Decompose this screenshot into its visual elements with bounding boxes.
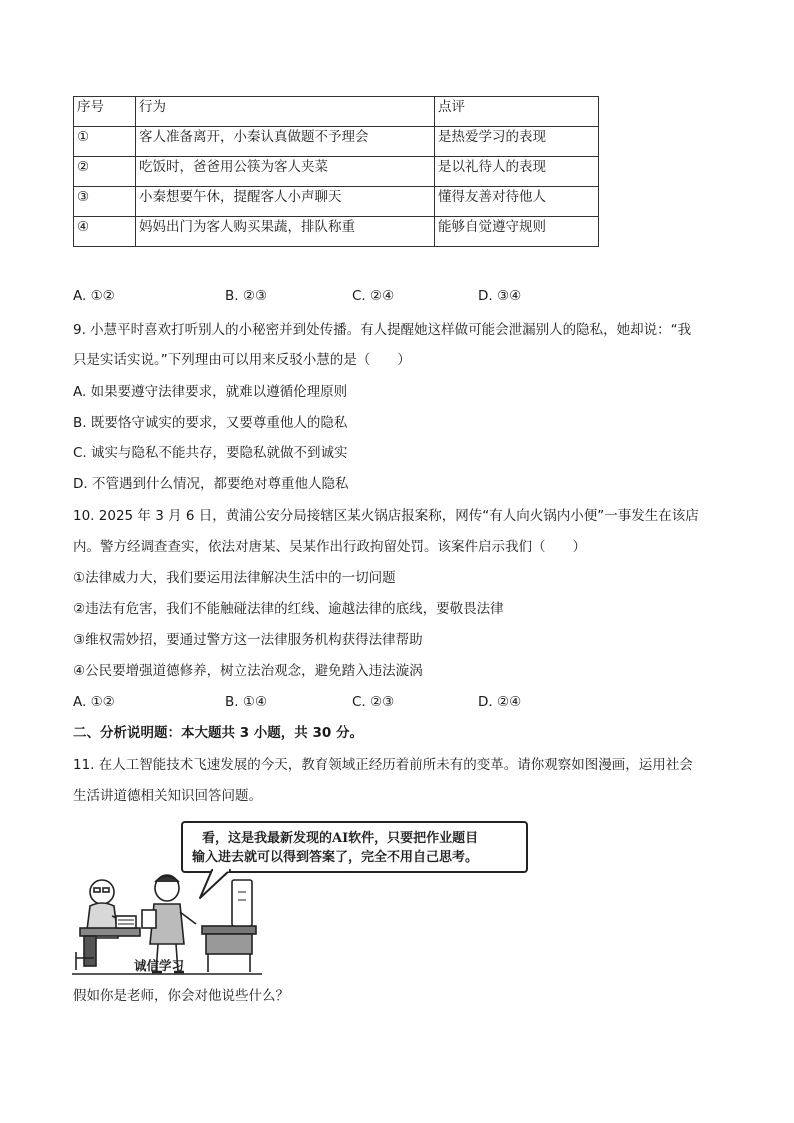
table-cell: 客人准备离开，小秦认真做题不予理会 <box>136 127 435 157</box>
q9-stem-line2: 只是实话实说。”下列理由可以用来反驳小慧的是（ ） <box>73 352 411 368</box>
cartoon-caption: 诚信学习 <box>134 958 185 973</box>
cartoon-illustration <box>72 820 532 980</box>
behavior-evaluation-table <box>73 96 599 247</box>
q10-option-c: C. ②③ <box>352 694 395 710</box>
table-header-cell: 行为 <box>136 97 435 127</box>
table-cell: 是以礼待人的表现 <box>435 157 599 187</box>
q8-option-d: D. ③④ <box>478 288 522 304</box>
table-cell: ③ <box>74 187 136 217</box>
q11-question: 假如你是老师，你会对他说些什么？ <box>73 988 289 1004</box>
q11-stem-line2: 生活讲道德相关知识回答问题。 <box>73 788 262 804</box>
q9-option-a: A. 如果要遵守法律要求，就难以遵循伦理原则 <box>73 384 348 400</box>
q9-option-b: B. 既要恪守诚实的要求，又要尊重他人的隐私 <box>73 415 348 431</box>
q11-stem-line1: 11. 在人工智能技术飞速发展的今天，教育领域正经历着前所未有的变革。请你观察如图漫画，运用社会 <box>73 757 693 773</box>
table-row <box>74 217 599 247</box>
table-row <box>74 127 599 157</box>
table-cell: 妈妈出门为客人购买果蔬，排队称重 <box>136 217 435 247</box>
q8-option-c: C. ②④ <box>352 288 395 304</box>
q10-stem-line2: 内。警方经调查查实，依法对唐某、吴某作出行政拘留处罚。该案件启示我们（ ） <box>73 539 586 555</box>
q10-item-3: ③维权需妙招，要通过警方这一法律服务机构获得法律帮助 <box>73 632 423 648</box>
q8-options <box>73 286 713 306</box>
q10-stem-line1: 10. 2025 年 3 月 6 日，黄浦公安分局接辖区某火锅店报案称，网传“有人向火锅内小便”一事发生在该店 <box>73 508 699 524</box>
q10-item-4: ④公民要增强道德修养，树立法治观念，避免踏入违法漩涡 <box>73 663 423 679</box>
table-cell: 能够自觉遵守规则 <box>435 217 599 247</box>
q10-item-2: ②违法有危害，我们不能触碰法律的红线、逾越法律的底线，要敬畏法律 <box>73 601 504 617</box>
q8-option-b: B. ②③ <box>225 288 268 304</box>
table-cell: ② <box>74 157 136 187</box>
q9-option-c: C. 诚实与隐私不能共存，要隐私就做不到诚实 <box>73 445 348 461</box>
section-2-heading: 二、分析说明题：本大题共 3 小题，共 30 分。 <box>73 725 363 741</box>
speech-line-2: 输入进去就可以得到答案了，完全不用自己思考。 <box>192 850 479 865</box>
table-cell: 吃饭时，爸爸用公筷为客人夹菜 <box>136 157 435 187</box>
q10-item-1: ①法律威力大，我们要运用法律解决生活中的一切问题 <box>73 570 396 586</box>
table-cell: 是热爱学习的表现 <box>435 127 599 157</box>
q10-option-a: A. ①② <box>73 694 115 710</box>
q10-options <box>73 692 713 712</box>
student-desk <box>202 880 256 972</box>
table-header-cell: 序号 <box>74 97 136 127</box>
table-cell: ① <box>74 127 136 157</box>
q9-stem-line1: 9. 小慧平时喜欢打听别人的小秘密并到处传播。有人提醒她这样做可能会泄漏别人的隐私，她却说：“我 <box>73 322 692 338</box>
table-row <box>74 187 599 217</box>
table-header-cell: 点评 <box>435 97 599 127</box>
table-cell: 小秦想要午休，提醒客人小声聊天 <box>136 187 435 217</box>
table-cell: 懂得友善对待他人 <box>435 187 599 217</box>
speech-line-1: 看，这是我最新发现的AI软件，只要把作业题目 <box>202 831 479 846</box>
table-header-row <box>74 97 599 127</box>
q10-option-d: D. ②④ <box>478 694 522 710</box>
table-cell: ④ <box>74 217 136 247</box>
q8-option-a: A. ①② <box>73 288 115 304</box>
q9-option-d: D. 不管遇到什么情况，都要绝对尊重他人隐私 <box>73 476 349 492</box>
table-row <box>74 157 599 187</box>
q10-option-b: B. ①④ <box>225 694 268 710</box>
